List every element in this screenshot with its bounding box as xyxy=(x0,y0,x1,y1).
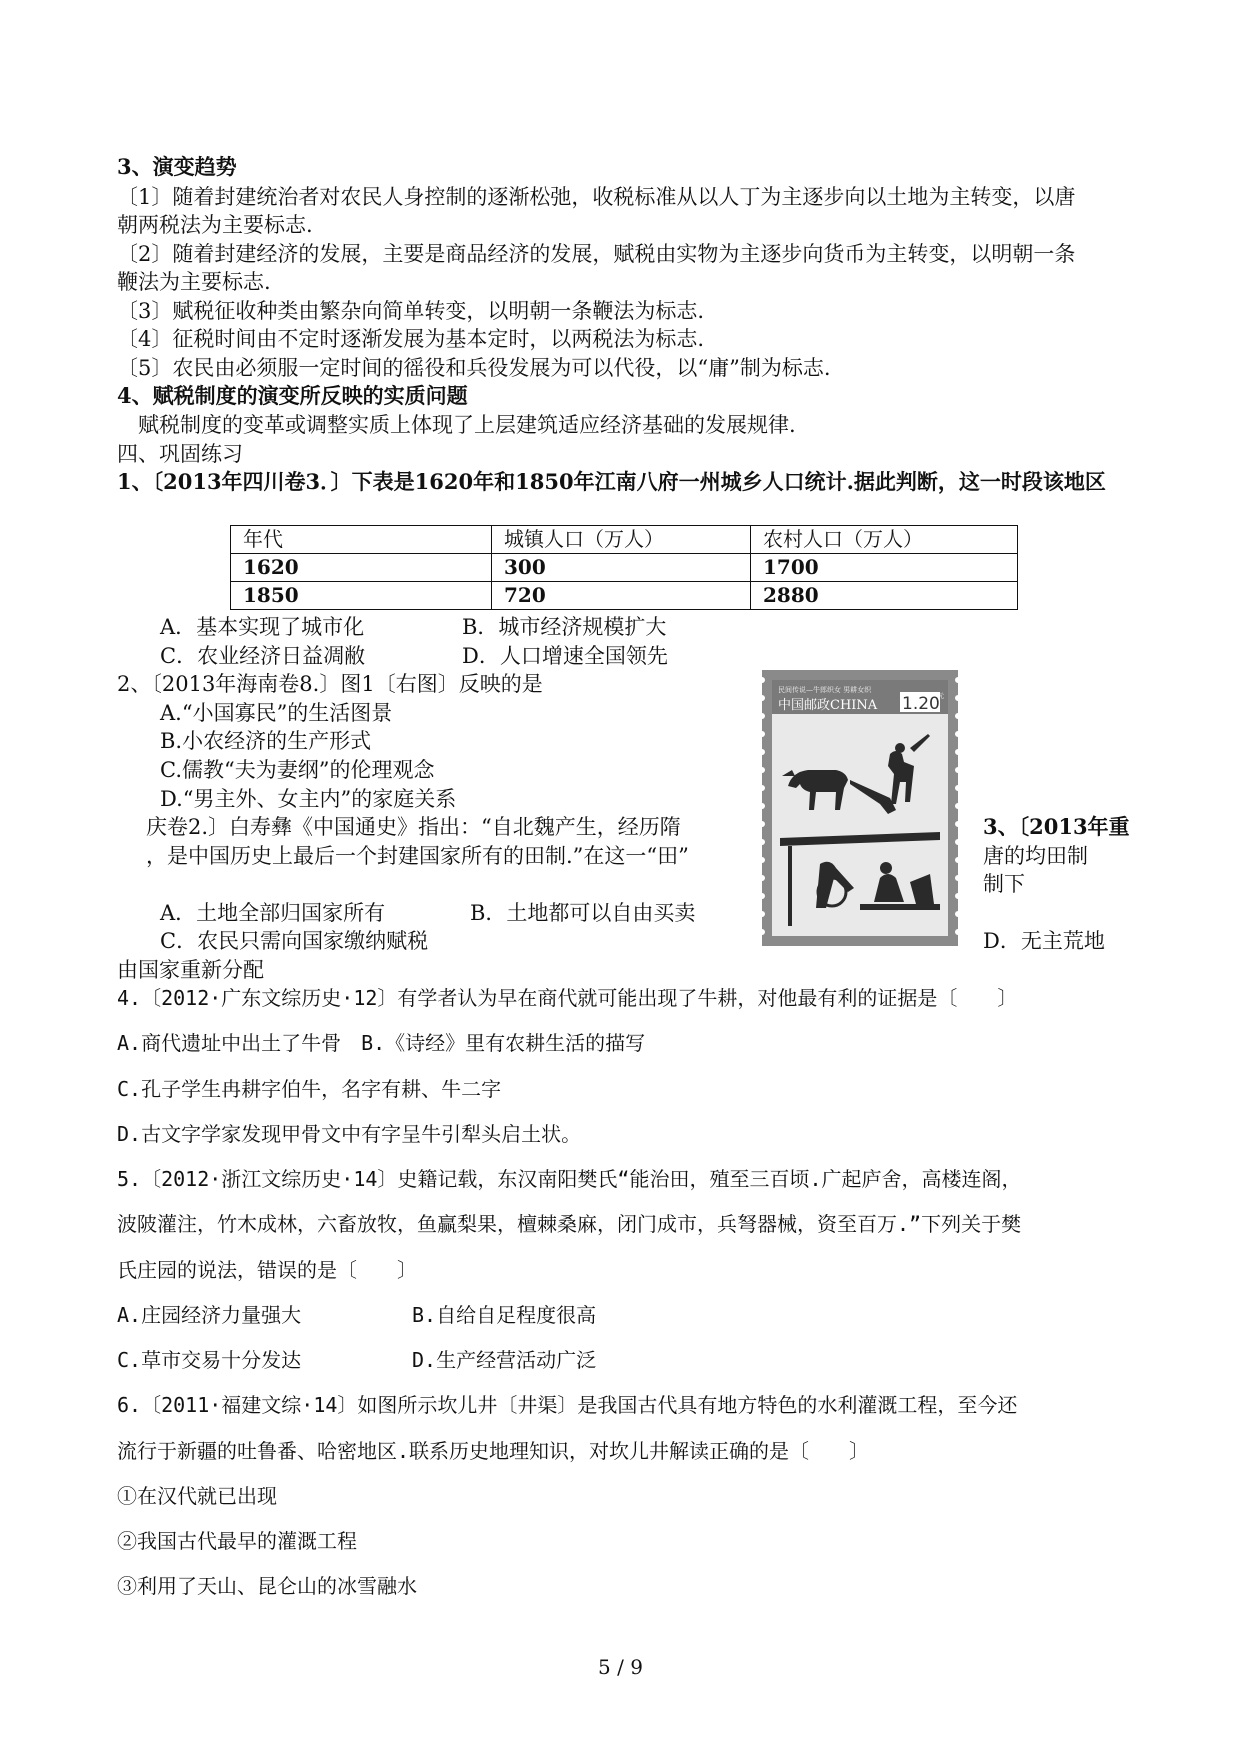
q2-stem: 2、〔2013年海南卷8.〕图1〔右图〕反映的是 xyxy=(117,672,543,696)
population-table xyxy=(230,525,1018,610)
table-cell: 1700 xyxy=(751,554,1018,582)
q1-option-b: B．城市经济规模扩大 xyxy=(462,615,667,639)
q3-option-b: B．土地都可以自由买卖 xyxy=(470,901,696,925)
section-title-essence: 4、赋税制度的演变所反映的实质问题 xyxy=(117,383,468,408)
q4-options-a-b: A.商代遗址中出土了牛骨 B.《诗经》里有农耕生活的描写 xyxy=(117,1031,646,1055)
q1-option-a: A．基本实现了城市化 xyxy=(160,615,365,639)
trend-3: 〔3〕赋税征收种类由繁杂向简单转变，以明朝一条鞭法为标志. xyxy=(117,299,705,323)
stamp-top-caption: 民间传说—牛郎织女 男耕女织 xyxy=(778,686,872,694)
section-title-evolution-trend: 3、演变趋势 xyxy=(117,154,237,179)
stamp-unit: 元 xyxy=(938,693,945,700)
q3-line-2: ，是中国历史上最后一个封建国家所有的田制.”在这一“田” xyxy=(146,844,689,868)
stamp-brand: 中国邮政CHINA xyxy=(778,698,878,713)
q6-line-1: 6.〔2011·福建文综·14〕如图所示坎儿井〔井渠〕是我国古代具有地方特色的水利灌溉工程，至今还 xyxy=(117,1393,1018,1417)
table-cell: 720 xyxy=(492,582,751,610)
q5-option-d: D.生产经营活动广泛 xyxy=(412,1348,597,1372)
page-number: 5 / 9 xyxy=(598,1655,643,1679)
q3-option-d-continued: 由国家重新分配 xyxy=(117,958,264,982)
q5-option-c: C.草市交易十分发达 xyxy=(117,1348,302,1372)
q1-option-c: C．农业经济日益凋敝 xyxy=(160,644,366,668)
q3-option-d: D．无主荒地 xyxy=(983,929,1105,953)
q2-option-c: C.儒教“夫为妻纲”的伦理观念 xyxy=(160,758,435,782)
trend-1-line-1: 〔1〕随着封建统治者对农民人身控制的逐渐松弛，收税标准从以人丁为主逐步向以土地为主转变，以唐 xyxy=(117,185,1076,209)
q5-line-1: 5.〔2012·浙江文综历史·14〕史籍记载，东汉南阳樊氏“能治田，殖至三百顷.广起庐舍，高楼连阁， xyxy=(117,1167,1022,1191)
trend-5: 〔5〕农民由必须服一定时间的徭役和兵役发展为可以代役，以“庸”制为标志. xyxy=(117,356,831,380)
table-cell: 300 xyxy=(492,554,751,582)
q6-item-1: ①在汉代就已出现 xyxy=(117,1484,277,1508)
q1-stem: 1、〔2013年四川卷3．〕下表是1620年和1850年江南八府一州城乡人口统计.据此判断，这一时段该地区 xyxy=(117,469,1106,494)
q2-option-d: D.“男主外、女主内”的家庭关系 xyxy=(160,787,457,811)
q4-option-d: D.古文字学家发现甲骨文中有字呈牛引犁头启土状。 xyxy=(117,1122,582,1146)
stamp-value: 1.20 xyxy=(902,694,940,714)
ox-plough-stamp-image xyxy=(760,668,960,948)
essence-body: 赋税制度的变革或调整实质上体现了上层建筑适应经济基础的发展规律. xyxy=(138,413,796,437)
q2-option-b: B.小农经济的生产形式 xyxy=(160,729,372,753)
q6-item-2: ②我国古代最早的灌溉工程 xyxy=(117,1529,357,1553)
trend-2-line-2: 鞭法为主要标志. xyxy=(117,270,271,294)
table-cell: 1620 xyxy=(231,554,492,582)
q3-line-2-right: 唐的均田制 xyxy=(983,844,1088,868)
q1-option-d: D．人口增速全国领先 xyxy=(462,644,668,668)
q3-number-label: 3、〔2013年重 xyxy=(983,814,1130,839)
q5-line-3: 氏庄园的说法，错误的是〔 〕 xyxy=(117,1258,417,1282)
q3-line-3-right: 制下 xyxy=(983,872,1025,896)
table-cell: 2880 xyxy=(751,582,1018,610)
q4-stem: 4.〔2012·广东文综历史·12〕有学者认为早在商代就可能出现了牛耕，对他最有利的证据是〔 〕 xyxy=(117,986,1018,1010)
table-header-row xyxy=(231,526,1018,554)
q6-item-3: ③利用了天山、昆仑山的冰雪融水 xyxy=(117,1574,417,1598)
table-header-cell: 城镇人口（万人） xyxy=(492,526,751,554)
trend-2-line-1: 〔2〕随着封建经济的发展，主要是商品经济的发展，赋税由实物为主逐步向货币为主转变，以明朝一条 xyxy=(117,242,1076,266)
q6-line-2: 流行于新疆的吐鲁番、哈密地区.联系历史地理知识，对坎儿井解读正确的是〔 〕 xyxy=(117,1439,870,1463)
q2-option-a: A.“小国寡民”的生活图景 xyxy=(160,701,393,725)
table-row xyxy=(231,554,1018,582)
table-header-cell: 年代 xyxy=(231,526,492,554)
q5-line-2: 波陂灌注，竹木成林，六畜放牧，鱼赢梨果，檀棘桑麻，闭门成市，兵弩器械，资至百万.”下列关于樊 xyxy=(117,1212,1022,1236)
table-cell: 1850 xyxy=(231,582,492,610)
q4-option-c: C.孔子学生冉耕字伯牛，名字有耕、牛二字 xyxy=(117,1077,502,1101)
practice-title: 四、巩固练习 xyxy=(117,442,243,466)
trend-1-line-2: 朝两税法为主要标志. xyxy=(117,213,313,237)
trend-4: 〔4〕征税时间由不定时逐渐发展为基本定时，以两税法为标志. xyxy=(117,327,705,351)
q3-line-1: 庆卷2.〕白寿彝《中国通史》指出：“自北魏产生，经历隋 xyxy=(146,815,681,839)
table-header-cell: 农村人口（万人） xyxy=(751,526,1018,554)
q5-option-b: B.自给自足程度很高 xyxy=(412,1303,597,1327)
table-row xyxy=(231,582,1018,610)
q5-option-a: A.庄园经济力量强大 xyxy=(117,1303,302,1327)
q3-option-a: A．土地全部归国家所有 xyxy=(160,901,386,925)
q3-option-c: C．农民只需向国家缴纳赋税 xyxy=(160,929,429,953)
